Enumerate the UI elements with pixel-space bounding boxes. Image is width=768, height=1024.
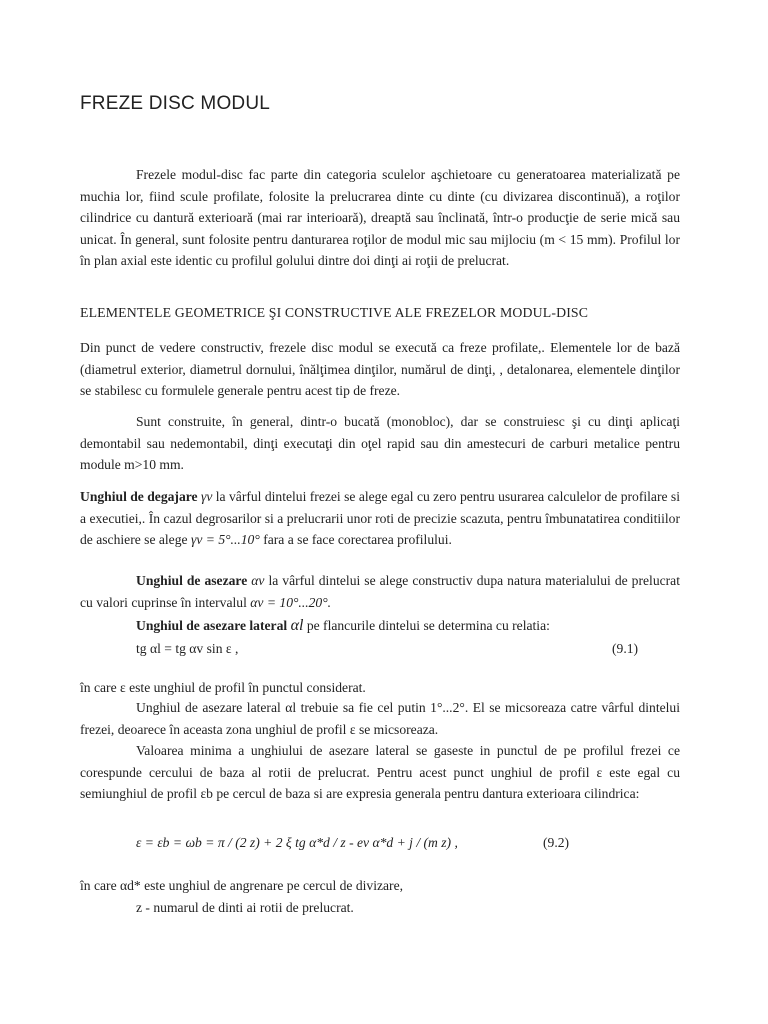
construction-paragraph: Din punct de vedere constructiv, frezele disc modul se execută ca freze profilate,. Elementele lor de bază (diametrul exterior, diametrul dornului, înălţimea dinţilor, numărul de dinţi, , detalonarea, elementele dinţilor se stabilesc cu formulele generale pentru acest tip de freze. — [80, 340, 680, 399]
equation-9-1-number: (9.1) — [612, 641, 639, 656]
equation-9-2: ε = εb = ωb = π / (2 z) + 2 ξ tg α*d / z - ev α*d + j / (m z) , — [136, 835, 458, 850]
clearance-angle-term: Unghiul de asezare — [136, 573, 248, 588]
clearance-angle-symbol: αv — [251, 573, 265, 588]
lateral-angle-term: Unghiul de asezare lateral — [136, 618, 288, 633]
tooth-count-definition: z - numarul de dinti ai rotii de prelucrat. — [136, 900, 354, 915]
lateral-angle-line — [136, 617, 550, 635]
rake-angle-term: Unghiul de degajare — [80, 489, 198, 504]
rake-angle-paragraph — [80, 486, 680, 551]
rake-angle-symbol: γv — [200, 489, 213, 504]
profile-angle-definition: în care ε este unghiul de profil în punctul considerat. — [80, 680, 366, 695]
clearance-angle-value: αv = 10°...20°. — [250, 594, 332, 610]
equation-9-2-number: (9.2) — [543, 835, 570, 850]
lateral-angle-symbol: αl — [290, 617, 304, 634]
equation-9-1: tg αl = tg αv sin ε , — [136, 641, 239, 656]
rake-angle-value: γv = 5°...10° — [190, 532, 260, 548]
material-paragraph: Sunt construite, în general, dintr-o bucată (monobloc), dar se construiesc şi cu dinţi aplicaţi demontabil sau nedemontabil, dinţi executaţi din oţel rapid sau din amestecuri de carburi metalice pentru module m>10 mm. — [80, 414, 680, 473]
lateral-angle-text: pe flancurile dintelui se determina cu relatia: — [306, 618, 550, 633]
pressure-angle-definition: în care αd* este unghiul de angrenare pe cercul de divizare, — [80, 878, 404, 893]
clearance-angle-paragraph — [80, 570, 680, 613]
clearance-angle-text: la vârful dintelui se alege constructiv dupa natura materialului de prelucrat cu valori cuprinse în intervalul — [80, 573, 680, 610]
section-heading: ELEMENTELE GEOMETRICE ŞI CONSTRUCTIVE ALE FREZELOR MODUL-DISC — [80, 305, 589, 320]
intro-paragraph: Frezele modul-disc fac parte din categoria sculelor aşchietoare cu generatoarea materializată pe muchia lor, fiind scule profilate, folosite la prelucrarea dinte cu dinte (cu divizarea discontinuă), a roţilor cilindrice cu dantură exterioară (mai rar interioară), dreaptă sau înclinată, într-o producţie de serie mică sau unicat. În general, sunt folosite pentru danturarea roţilor de modul mic sau mijlociu (m < 15 mm). Profilul lor în plan axial este identic cu profilul golului dintre doi dinţi ai roţii de prelucrat. — [80, 167, 680, 269]
lateral-angle-paragraph: Unghiul de asezare lateral αl trebuie sa fie cel putin 1°...2°. El se micsoreaza catre vârful dintelui frezei, deoarece în aceasta zona unghiul de profil ε se micsoreaza. — [80, 700, 680, 737]
minimum-angle-paragraph: Valoarea minima a unghiului de asezare lateral se gaseste in punctul de pe profilul frezei ce corespunde cercului de baza al rotii de prelucrat. Pentru acest punct unghiul de profil ε este egal cu semiunghiul de profil εb pe cercul de baza si are expresia generala pentru dantura exterioara cilindrica: — [80, 743, 680, 802]
page-title: FREZE DISC MODUL — [80, 93, 271, 114]
rake-angle-text-2: fara a se face corectarea profilului. — [263, 532, 452, 548]
rake-angle-text-1: la vârful dintelui frezei se alege egal cu zero pentru usurarea calculelor de profilare si a executiei,. În cazul degrosarilor si a prelucrarii unor roti de precizie scazuta, pentru îmbunatatirea conditiilor de aschiere se alege — [80, 489, 680, 548]
